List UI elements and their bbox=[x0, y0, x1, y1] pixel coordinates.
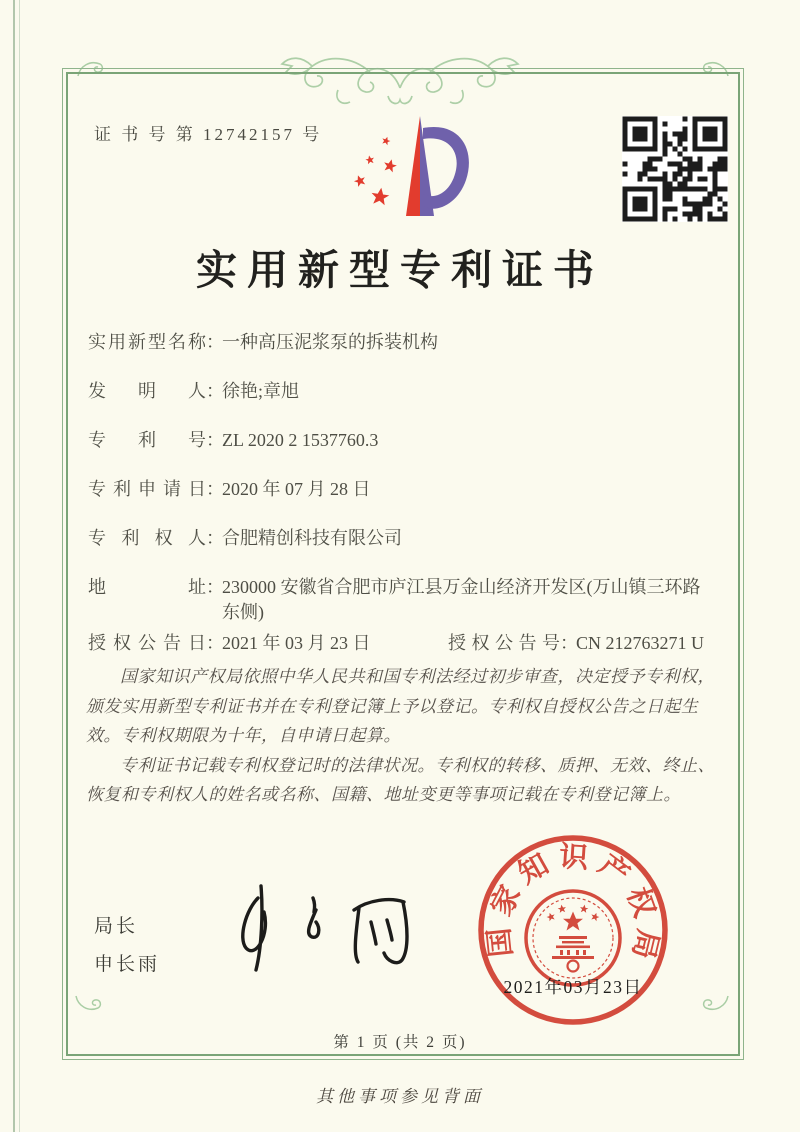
field-row: 实用新型名称 ： 一种高压泥浆泵的拆装机构 bbox=[88, 330, 724, 355]
field-label: 发明人 bbox=[88, 381, 206, 401]
field-value: ZL 2020 2 1537760.3 bbox=[222, 430, 379, 450]
field-label: 专利申请日 bbox=[88, 479, 206, 499]
field-value: 230000 安徽省合肥市庐江县万金山经济开发区(万山镇三环路东侧) bbox=[222, 577, 701, 622]
cnipa-logo bbox=[333, 104, 473, 234]
legal-paragraph: 国家知识产权局依照中华人民共和国专利法经过初步审查，决定授予专利权，颁发实用新型专利证书并在专利登记簿上予以登记。专利权自授权公告之日起生效。专利权期限为十年，自申请日起算。 bbox=[86, 667, 715, 745]
field-value: 合肥精创科技有限公司 bbox=[222, 528, 402, 548]
seal-ring-text: 国家知识产权局 bbox=[482, 840, 664, 970]
certificate-title: 实用新型专利证书 bbox=[196, 247, 604, 293]
field-label: 实用新型名称 bbox=[88, 332, 206, 352]
qr-code bbox=[622, 116, 728, 222]
field-row: 专利号 ： ZL 2020 2 1537760.3 bbox=[88, 428, 724, 453]
director-title: 局长 bbox=[94, 916, 139, 937]
director-signature bbox=[220, 876, 425, 994]
certificate-number: 证 书 号 第 12742157 号 bbox=[94, 125, 323, 144]
svg-text:国家知识产权局 bbox=[482, 840, 664, 970]
paper-edge-line bbox=[13, 0, 15, 1132]
field-row: 地址 ： 230000 安徽省合肥市庐江县万金山经济开发区(万山镇三环路东侧) bbox=[88, 575, 724, 625]
field-label: 地址 bbox=[88, 577, 206, 597]
field-label: 专利号 bbox=[88, 430, 206, 450]
legal-text-section bbox=[86, 662, 722, 810]
grant-no-label: 授权公告号 bbox=[448, 633, 560, 653]
field-label: 专利权人 bbox=[88, 528, 206, 548]
field-value: 徐艳;章旭 bbox=[222, 381, 300, 401]
page-number: 第 1 页 (共 2 页) bbox=[333, 1034, 467, 1051]
back-side-note: 其他事项参见背面 bbox=[316, 1087, 484, 1106]
field-row: 专利申请日 ： 2020 年 07 月 28 日 bbox=[88, 477, 724, 502]
paper-edge-line-2 bbox=[19, 0, 20, 1132]
field-row: 专利权人 ： 合肥精创科技有限公司 bbox=[88, 526, 724, 551]
fields-section bbox=[88, 330, 724, 656]
field-row: 发明人 ： 徐艳;章旭 bbox=[88, 379, 724, 404]
official-seal bbox=[473, 830, 673, 1030]
legal-paragraph: 专利证书记载专利权登记时的法律状况。专利权的转移、质押、无效、终止、恢复和专利权人的姓名或名称、国籍、地址变更等事项记载在专利登记簿上。 bbox=[86, 755, 715, 804]
grant-date-label: 授权公告日 bbox=[88, 633, 206, 653]
grant-date-value: 2021 年 03 月 23 日 bbox=[222, 633, 371, 653]
director-name: 申长雨 bbox=[94, 954, 161, 975]
field-value: 2020 年 07 月 28 日 bbox=[222, 479, 371, 499]
field-value: 一种高压泥浆泵的拆装机构 bbox=[222, 332, 438, 352]
grant-no-value: CN 212763271 U bbox=[576, 633, 705, 653]
grant-row: 授权公告日 ： 2021 年 03 月 23 日 授权公告号 ： CN 212763271 U bbox=[88, 631, 724, 656]
seal-date: 2021年03月23日 bbox=[503, 977, 643, 997]
director-block bbox=[94, 908, 160, 984]
